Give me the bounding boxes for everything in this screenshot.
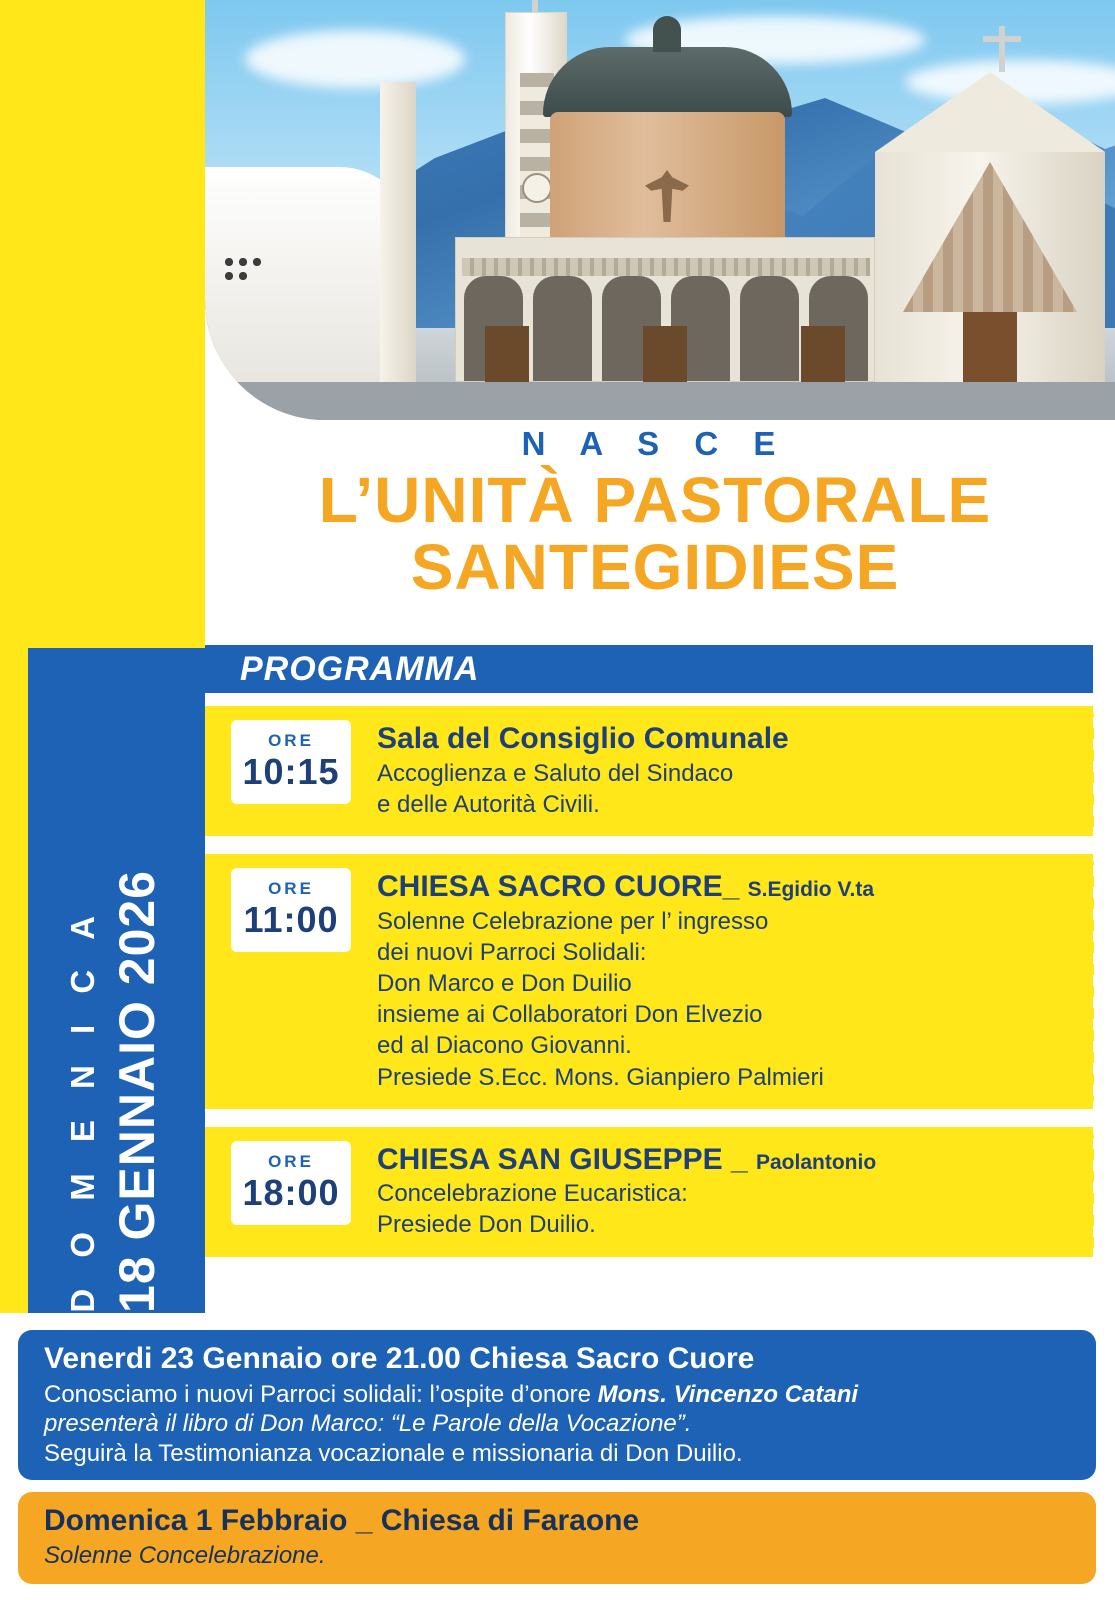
program-row-body [377,1141,876,1241]
hero-photo-churches [205,0,1115,420]
footer-banner-sunday [18,1492,1096,1584]
program-row [205,706,1093,836]
time-box [231,1141,351,1225]
church-right [875,72,1105,382]
kicker-text: N A S C E [521,425,789,462]
door [643,326,687,382]
program-line: Don Marco e Don Duilio [377,969,632,997]
page-title-line1: L’UNITÀ PASTORALE [318,464,992,536]
program-line: ed al Diacono Giovanni. [377,1032,632,1060]
footer-orange-heading: Domenica 1 Febbraio _ Chiesa di Faraone [44,1504,640,1537]
date-weekday: D O M E N I C A [63,905,101,1313]
program-line: Solenne Celebrazione per l’ ingresso [377,907,769,935]
time-box [231,868,351,952]
program-place-sub: Paolantonio [756,1150,877,1174]
program-place-main: CHIESA SAN GIUSEPPE _ [377,1142,748,1176]
program-place-sub: S.Egidio V.ta [747,877,875,901]
left-yellow-band [0,0,205,648]
program-list [205,706,1093,1275]
date-full: 18 GENNAIO 2026 [108,870,165,1313]
gable [875,72,1105,152]
ore-label: ORE [268,731,314,750]
programma-header: PROGRAMMA [205,645,1093,693]
program-place-main: Sala del Consiglio Comunale [377,722,789,755]
program-place [377,722,789,756]
program-line: insieme ai Collaboratori Don Elvezio [377,1001,763,1029]
secondary-tower [380,82,416,382]
church-doors [485,326,845,382]
time-box [231,720,351,804]
cross-icon [999,26,1005,72]
program-line: Accoglienza e Saluto del Sindaco [377,759,734,787]
door [801,326,845,382]
footer-blue-line1 [44,1380,1070,1409]
program-row [205,1127,1093,1257]
footer-blue-line2 [44,1409,1070,1438]
door [485,326,529,382]
program-line: Presiede S.Ecc. Mons. Gianpiero Palmieri [377,1063,824,1091]
program-row-body [377,720,789,820]
footer-orange-line1: Solenne Concelebrazione. [44,1542,326,1569]
ore-label: ORE [268,1151,314,1171]
ore-label: ORE [268,878,314,898]
church-sacro-cuore [455,82,875,382]
footer-banner-friday [18,1330,1096,1480]
program-line: e delle Autorità Civili. [377,790,600,818]
program-place-main: CHIESA SACRO CUORE_ [377,869,740,903]
title-block [205,425,1105,604]
date-vertical-text [28,648,205,1313]
program-place [377,1143,876,1177]
footer-blue-line3: Seguirà la Testimonianza vocazionale e missionaria di Don Duilio. [44,1439,743,1467]
time-value: 18:00 [242,1171,340,1213]
time-value: 10:15 [242,751,340,792]
door [963,312,1017,382]
wall-openings-icon [223,256,263,282]
program-row-body [377,868,874,1093]
dome [543,47,792,117]
time-value: 11:00 [243,898,339,940]
program-place [377,870,874,904]
program-line: dei nuovi Parroci Solidali: [377,938,647,966]
cross-icon [532,0,538,12]
footer-blue-line2-text: presenterà il libro di Don Marco: “Le Parole della Vocazione”. [44,1410,692,1438]
cross-icon-bar [983,36,1021,42]
page-title-line2: SANTEGIDIESE [410,531,900,604]
dome-lantern [653,16,681,52]
footer-blue-heading: Venerdi 23 Gennaio ore 21.00 Chiesa Sacro Cuore [44,1342,755,1375]
guest-name: Mons. Vincenzo Catani [597,1381,859,1408]
footer-blue-line1-text: Conosciamo i nuovi Parroci solidali: l’ospite d’onore [44,1381,598,1408]
cloud-icon [245,30,465,88]
left-yellow-band-lower [0,648,28,1313]
program-line: Concelebrazione Eucaristica: [377,1180,688,1208]
program-row [205,854,1093,1109]
frieze [462,258,870,276]
program-line: Presiede Don Duilio. [377,1211,596,1239]
